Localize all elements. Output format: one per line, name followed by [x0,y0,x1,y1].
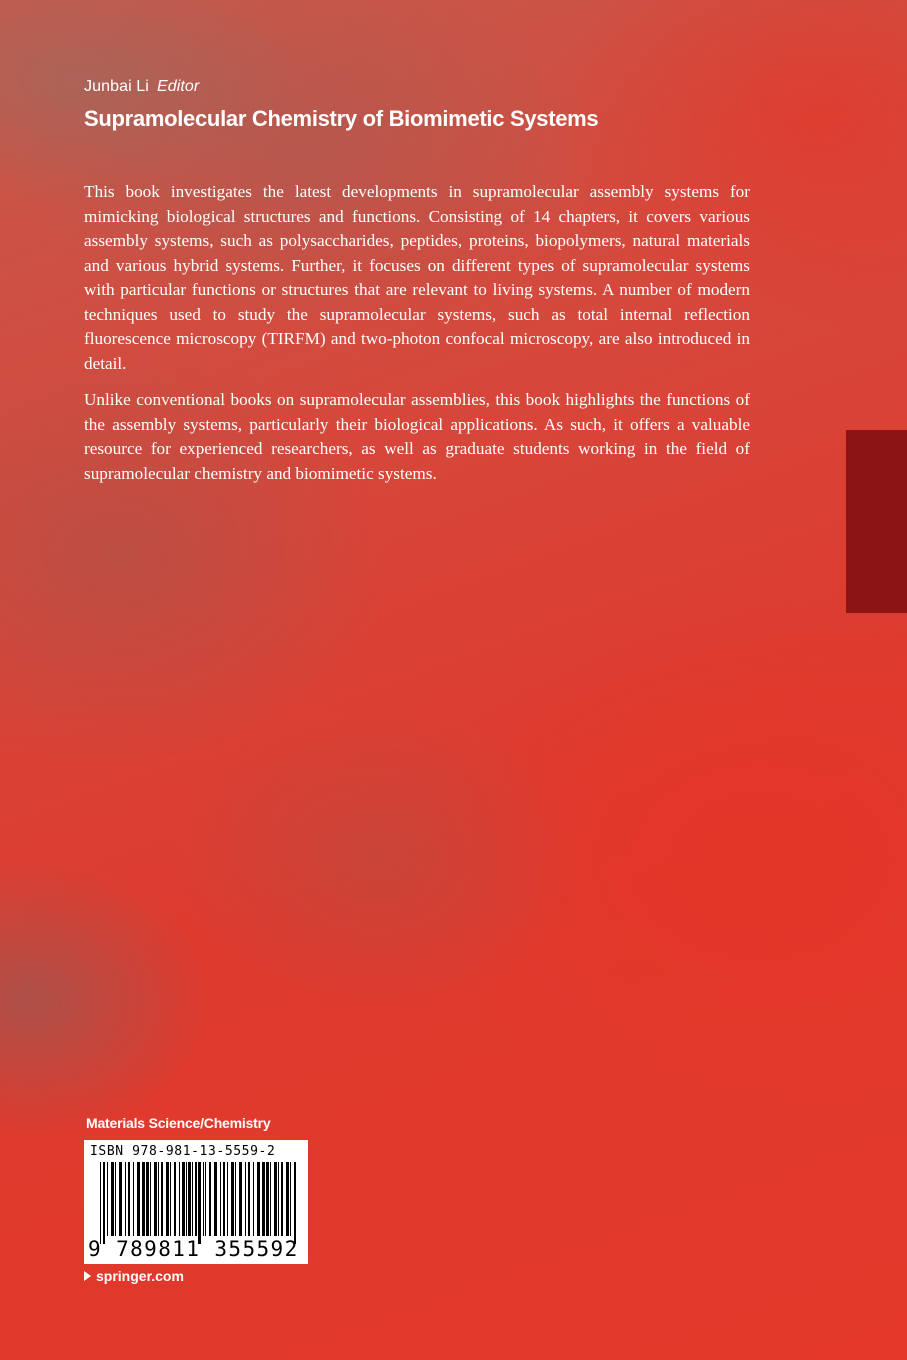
color-tab [846,430,907,613]
barcode-bar [146,1162,149,1236]
barcode-bar [158,1162,159,1236]
barcode-bar [133,1162,134,1236]
barcode-bar [107,1162,108,1236]
barcode-bar [128,1162,130,1236]
barcode-bar [188,1162,191,1236]
barcode-bar [150,1162,151,1236]
barcode-bar [137,1162,140,1236]
barcode-bar [195,1162,197,1236]
barcode-bar [103,1162,105,1244]
barcode-bar [125,1162,126,1236]
book-description [84,180,750,498]
barcode-bar [179,1162,180,1236]
barcode-bar [294,1162,296,1244]
barcode-bar [161,1162,163,1236]
barcode-bar [205,1162,206,1236]
barcode-bar [286,1162,289,1236]
barcode-bar [166,1162,169,1236]
barcode-bar [231,1162,234,1236]
barcode-bar [192,1162,193,1236]
barcode-bar [220,1162,221,1236]
barcode-bar [270,1162,271,1236]
barcode-bar [182,1162,185,1236]
barcode-bar [100,1162,101,1244]
barcode-bar [281,1162,283,1236]
barcode-bar [239,1162,242,1236]
editor-name: Junbai Li [84,78,149,95]
barcode-bar [186,1162,187,1236]
publisher-link[interactable] [84,1268,184,1284]
barcode-bar [223,1162,225,1236]
barcode-bar [227,1162,228,1236]
barcode-bar [274,1162,277,1236]
barcode-bar [290,1162,291,1236]
barcode-bar [174,1162,176,1236]
barcode-bar [154,1162,157,1236]
subject-category: Materials Science/Chemistry [86,1115,271,1131]
barcode-bar [235,1162,236,1236]
barcode-bar [111,1162,114,1236]
editor-role: Editor [156,78,200,95]
barcode-bar [278,1162,279,1236]
barcode-bar [262,1162,265,1236]
description-paragraph: Unlike conventional books on supramolecular assemblies, this book highlights the functions of the assembly systems, particularly their biological applications. As such, it offers a valuable resource for experienced researchers, as well as graduate students working in the field of supramolecular chemistry and biomimetic systems. [84,390,750,483]
isbn-label: ISBN 978-981-13-5559-2 [90,1144,276,1159]
book-title: Supramolecular Chemistry of Biomimetic Systems [84,106,599,131]
publisher-url[interactable]: springer.com [96,1268,184,1284]
barcode-bar [266,1162,269,1236]
barcode-bar [253,1162,254,1236]
barcode-bar [257,1162,260,1236]
editor-line [84,78,199,96]
barcode-bar [245,1162,246,1236]
barcode-bar [119,1162,122,1236]
isbn-barcode [84,1140,308,1264]
barcode-bar [142,1162,145,1236]
barcode-bar [203,1162,204,1236]
description-paragraph: This book investigates the latest developments in supramolecular assembly systems for mimicking biological structures and functions. Consisting of 14 chapters, it covers various assembly systems, such as polysaccharides, peptides, proteins, biopolymers, natural materials and various hybrid systems. Further, it focuses on different types of supramolecular systems with particular functions or structures that are relevant to living systems. A number of modern techniques used to study the supramolecular systems, such as total internal reflection fluorescence microscopy (TIRFM) and two-photon confocal microscopy, are also introduced in detail. [84,182,750,373]
barcode-bar [198,1162,201,1244]
barcode-bar [170,1162,171,1236]
barcode-bar [214,1162,217,1236]
barcode-bar [115,1162,116,1236]
barcode-bar [209,1162,211,1236]
arrow-right-icon [84,1271,91,1281]
barcode-bar [248,1162,250,1236]
barcode-digits: 9 789811 355592 [88,1237,299,1261]
